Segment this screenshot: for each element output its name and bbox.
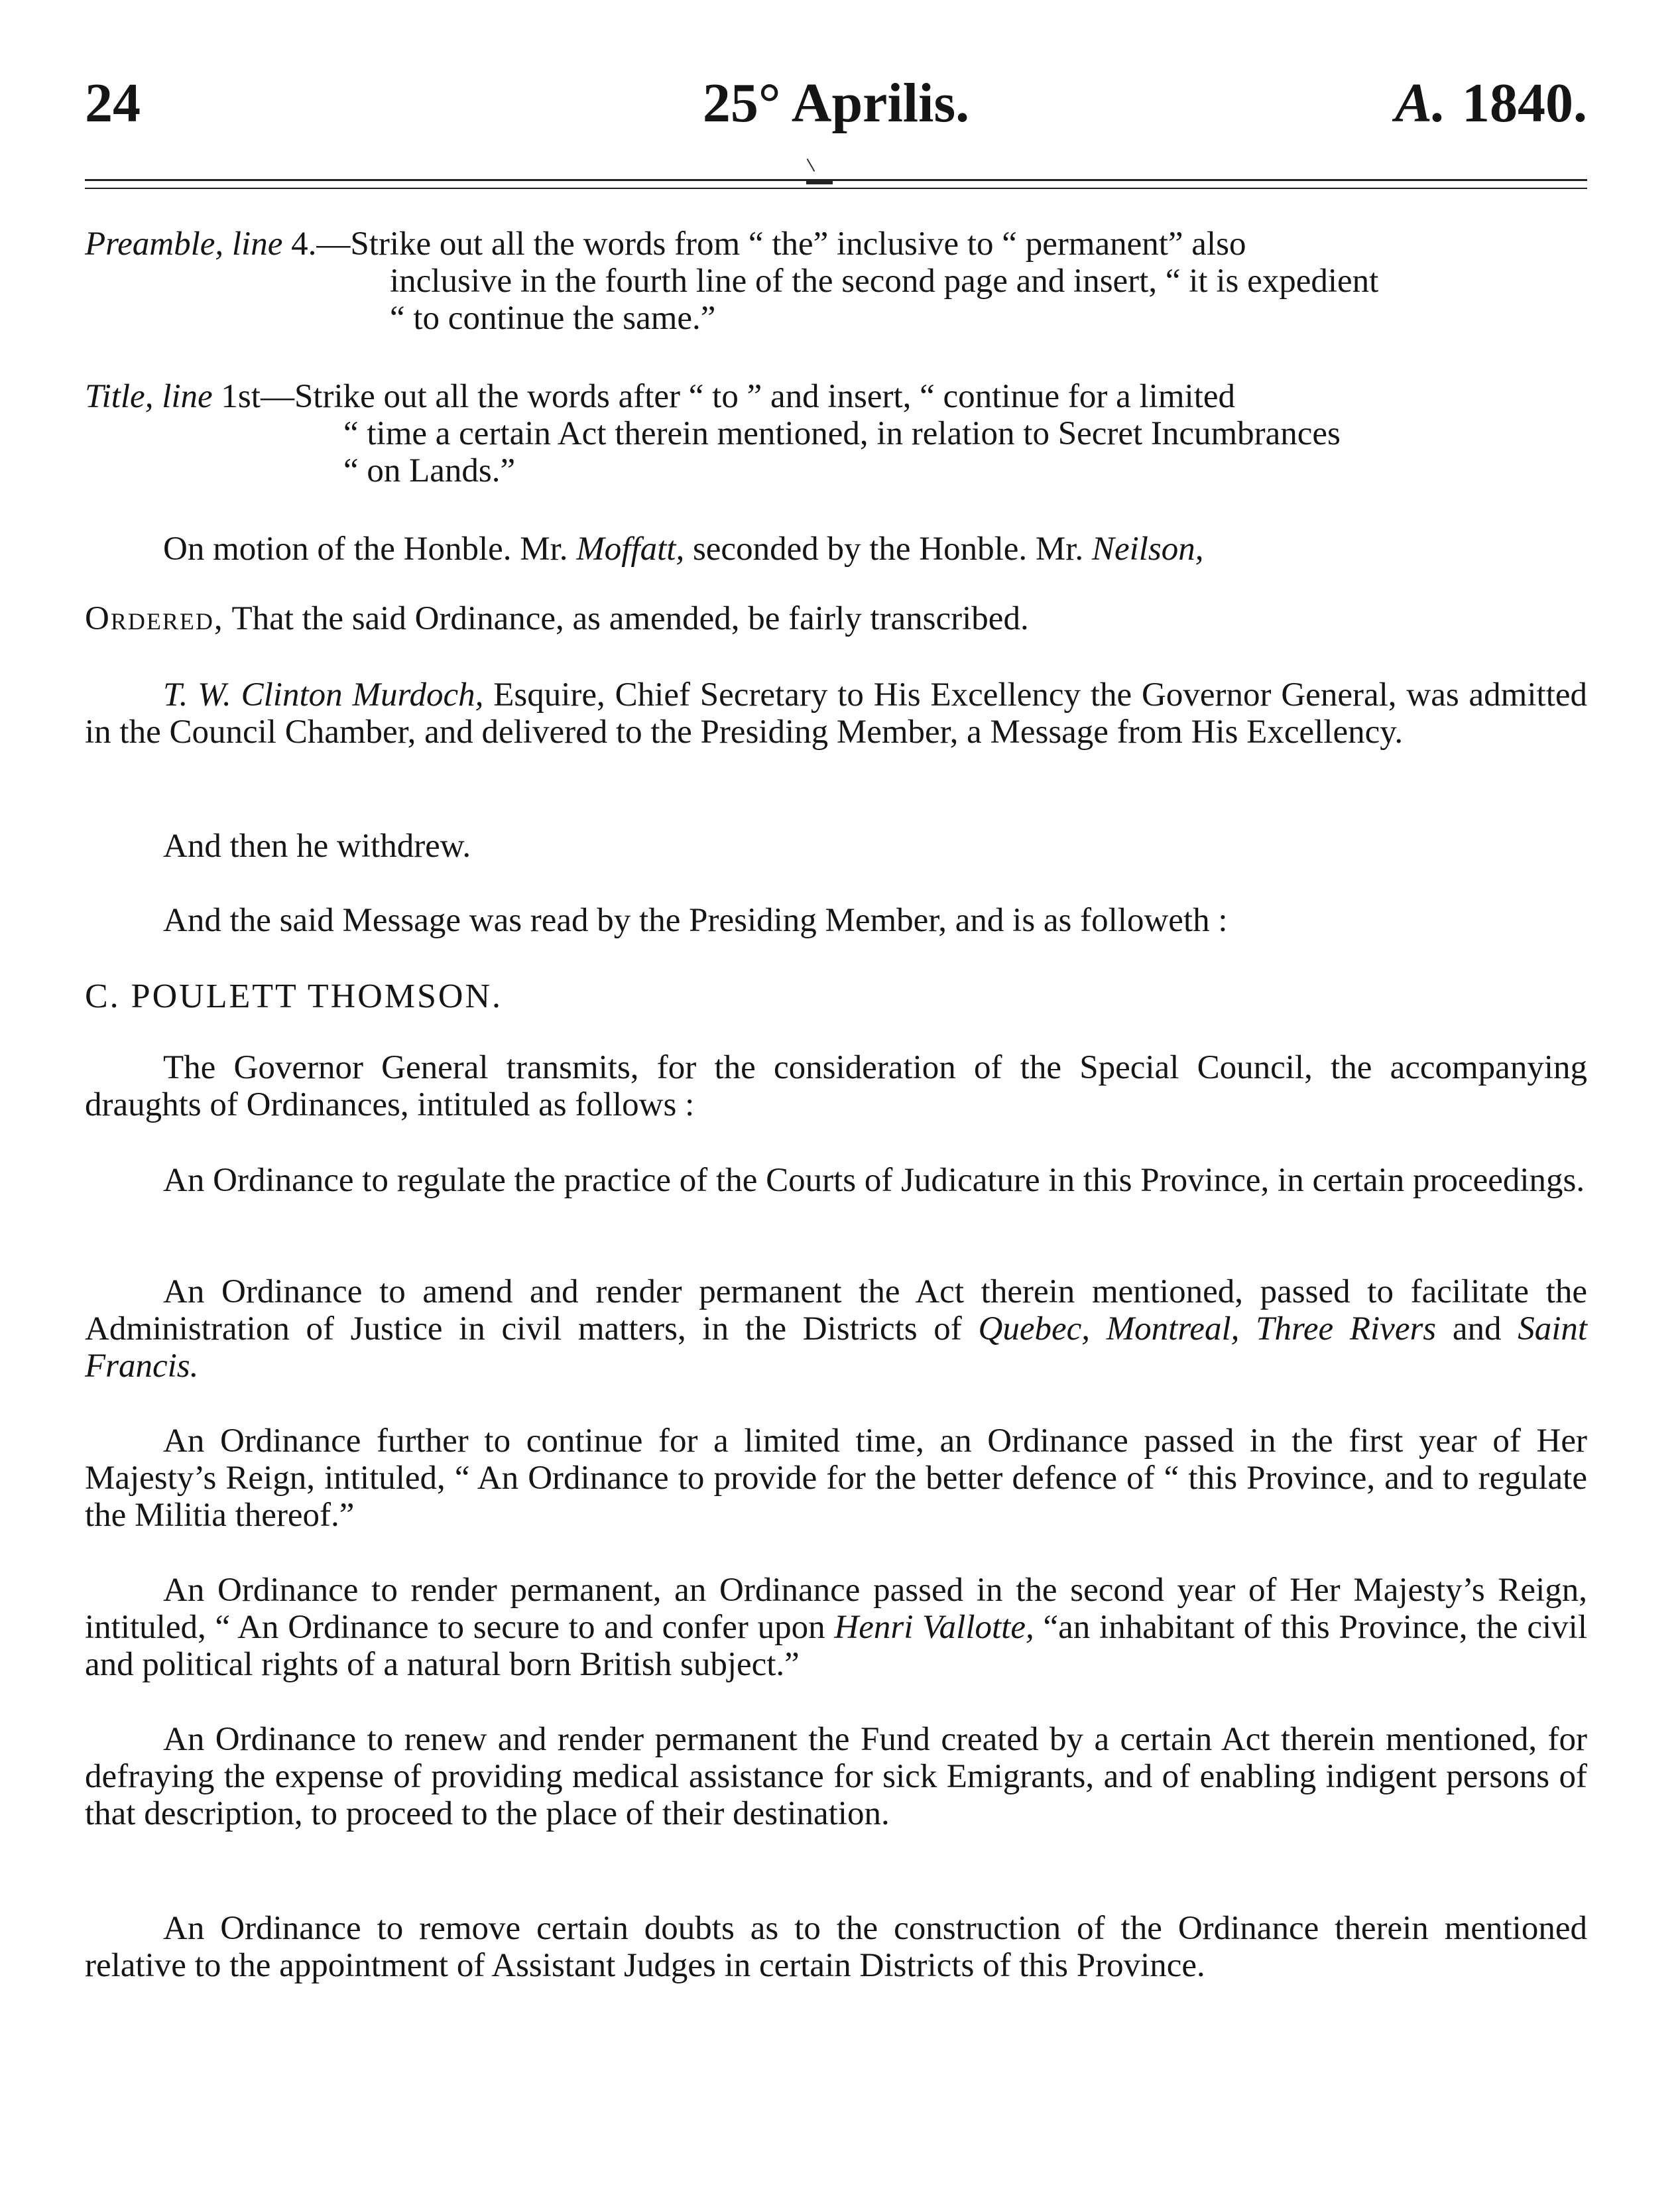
ordinance-2-text: An Ordinance to amend and render permanent the Act therein mentioned, passed to facilitate the Administration of Justice in civil matters, in the Districts of [85, 1273, 1587, 1348]
place-quebec: Quebec, [978, 1310, 1090, 1348]
amendment-label: Preamble, line [85, 225, 283, 263]
withdrew-paragraph: And then he withdrew. [163, 828, 471, 865]
ordinance-6: An Ordinance to remove certain doubts as to the construction of the Ordinance therein mentioned relative to the appointment of Assistant Judges in certain Districts of this Province. [85, 1910, 1587, 1984]
amendment-continuation: inclusive in the fourth line of the second page and insert, “ it is expedient [390, 263, 1379, 300]
motion-seconder: Neilson, [1091, 531, 1204, 568]
transmits-paragraph: The Governor General transmits, for the consideration of the Special Council, the accompanying draughts of Ordinances, intituled as follows : [85, 1049, 1587, 1123]
amendment-text: 1st—Strike out all the words after “ to ” and insert, “ continue for a limited [221, 378, 1235, 415]
amendment-preamble [85, 225, 1587, 337]
ordinance-4 [85, 1572, 1587, 1683]
stray-mark [807, 158, 815, 172]
ordinance-4-text-end: “an inhabitant of this Province, the civil and political rights of a natural born British subject.” [85, 1609, 1588, 1683]
page-number: 24 [85, 72, 141, 134]
amendment-label: Title, line [85, 378, 213, 415]
ordinance-5: An Ordinance to renew and render permanent the Fund created by a certain Act therein mentioned, for defraying the expense of providing medical assistance for sick Emigrants, and of enabling indigent persons of that description, to proceed to the place of their destination. [85, 1721, 1587, 1832]
motion-paragraph [85, 531, 1587, 568]
ordered-paragraph [85, 600, 1587, 637]
page-header [85, 64, 1587, 143]
year-prefix: A. [1394, 72, 1446, 134]
amendment-first-line [85, 225, 1587, 263]
person-henri-vallotte: Henri Vallotte, [834, 1609, 1034, 1646]
motion-mover: Moffatt, [576, 531, 685, 568]
header-year [1395, 64, 1587, 143]
ordered-word: Ordered, [85, 600, 224, 637]
place-three-rivers: Three Rivers [1256, 1310, 1437, 1348]
motion-middle: seconded by the Honble. Mr. [692, 531, 1084, 568]
secretary-name: T. W. Clinton Murdoch, [163, 676, 484, 714]
year-value: 1840. [1462, 72, 1587, 134]
amendment-text: 4.—Strike out all the words from “ the” inclusive to “ permanent” also [291, 225, 1246, 263]
amendment-first-line [85, 378, 1587, 415]
amendment-continuation: “ time a certain Act therein mentioned, in relation to Secret Incumbrances [343, 415, 1341, 452]
ordinance-1: An Ordinance to regulate the practice of the Courts of Judicature in this Province, in certain proceedings. [163, 1162, 1585, 1199]
place-saint-francis: Saint Francis. [85, 1310, 1588, 1385]
ordinance-3: An Ordinance further to continue for a limited time, an Ordinance passed in the first year of Her Majesty’s Reign, intituled, “ An Ordinance to provide for the better defence of “ this Province, and to regulate the Militia thereof.” [85, 1422, 1587, 1534]
message-read-paragraph: And the said Message was read by the Presiding Member, and is as followeth : [163, 902, 1228, 939]
ordinance-2 [85, 1273, 1587, 1385]
ordinance-4-text: An Ordinance to render permanent, an Ordinance passed in the second year of Her Majesty’s Reign, intituled, “ An Ordinance to secure to and confer upon [85, 1572, 1587, 1646]
signature-heading: C. POULETT THOMSON. [85, 977, 503, 1015]
secretary-text: Esquire, Chief Secretary to His Excellency the Governor General, was admitted in the Council Chamber, and delivered to the Presiding Member, a Message from His Excellency. [85, 676, 1588, 751]
motion-prefix: On motion of the Honble. Mr. [163, 531, 568, 568]
ordinance-2-and: and [1452, 1310, 1502, 1348]
amendment-title [85, 378, 1587, 489]
rule-ornament [806, 179, 833, 184]
amendment-continuation: “ on Lands.” [343, 452, 516, 489]
amendment-continuation: “ to continue the same.” [390, 300, 716, 337]
place-montreal: Montreal, [1106, 1310, 1240, 1348]
secretary-paragraph [85, 676, 1587, 751]
header-rule [85, 179, 1587, 189]
ordered-text: That the said Ordinance, as amended, be fairly transcribed. [231, 600, 1029, 637]
header-date: 25° Aprilis. [702, 72, 970, 134]
